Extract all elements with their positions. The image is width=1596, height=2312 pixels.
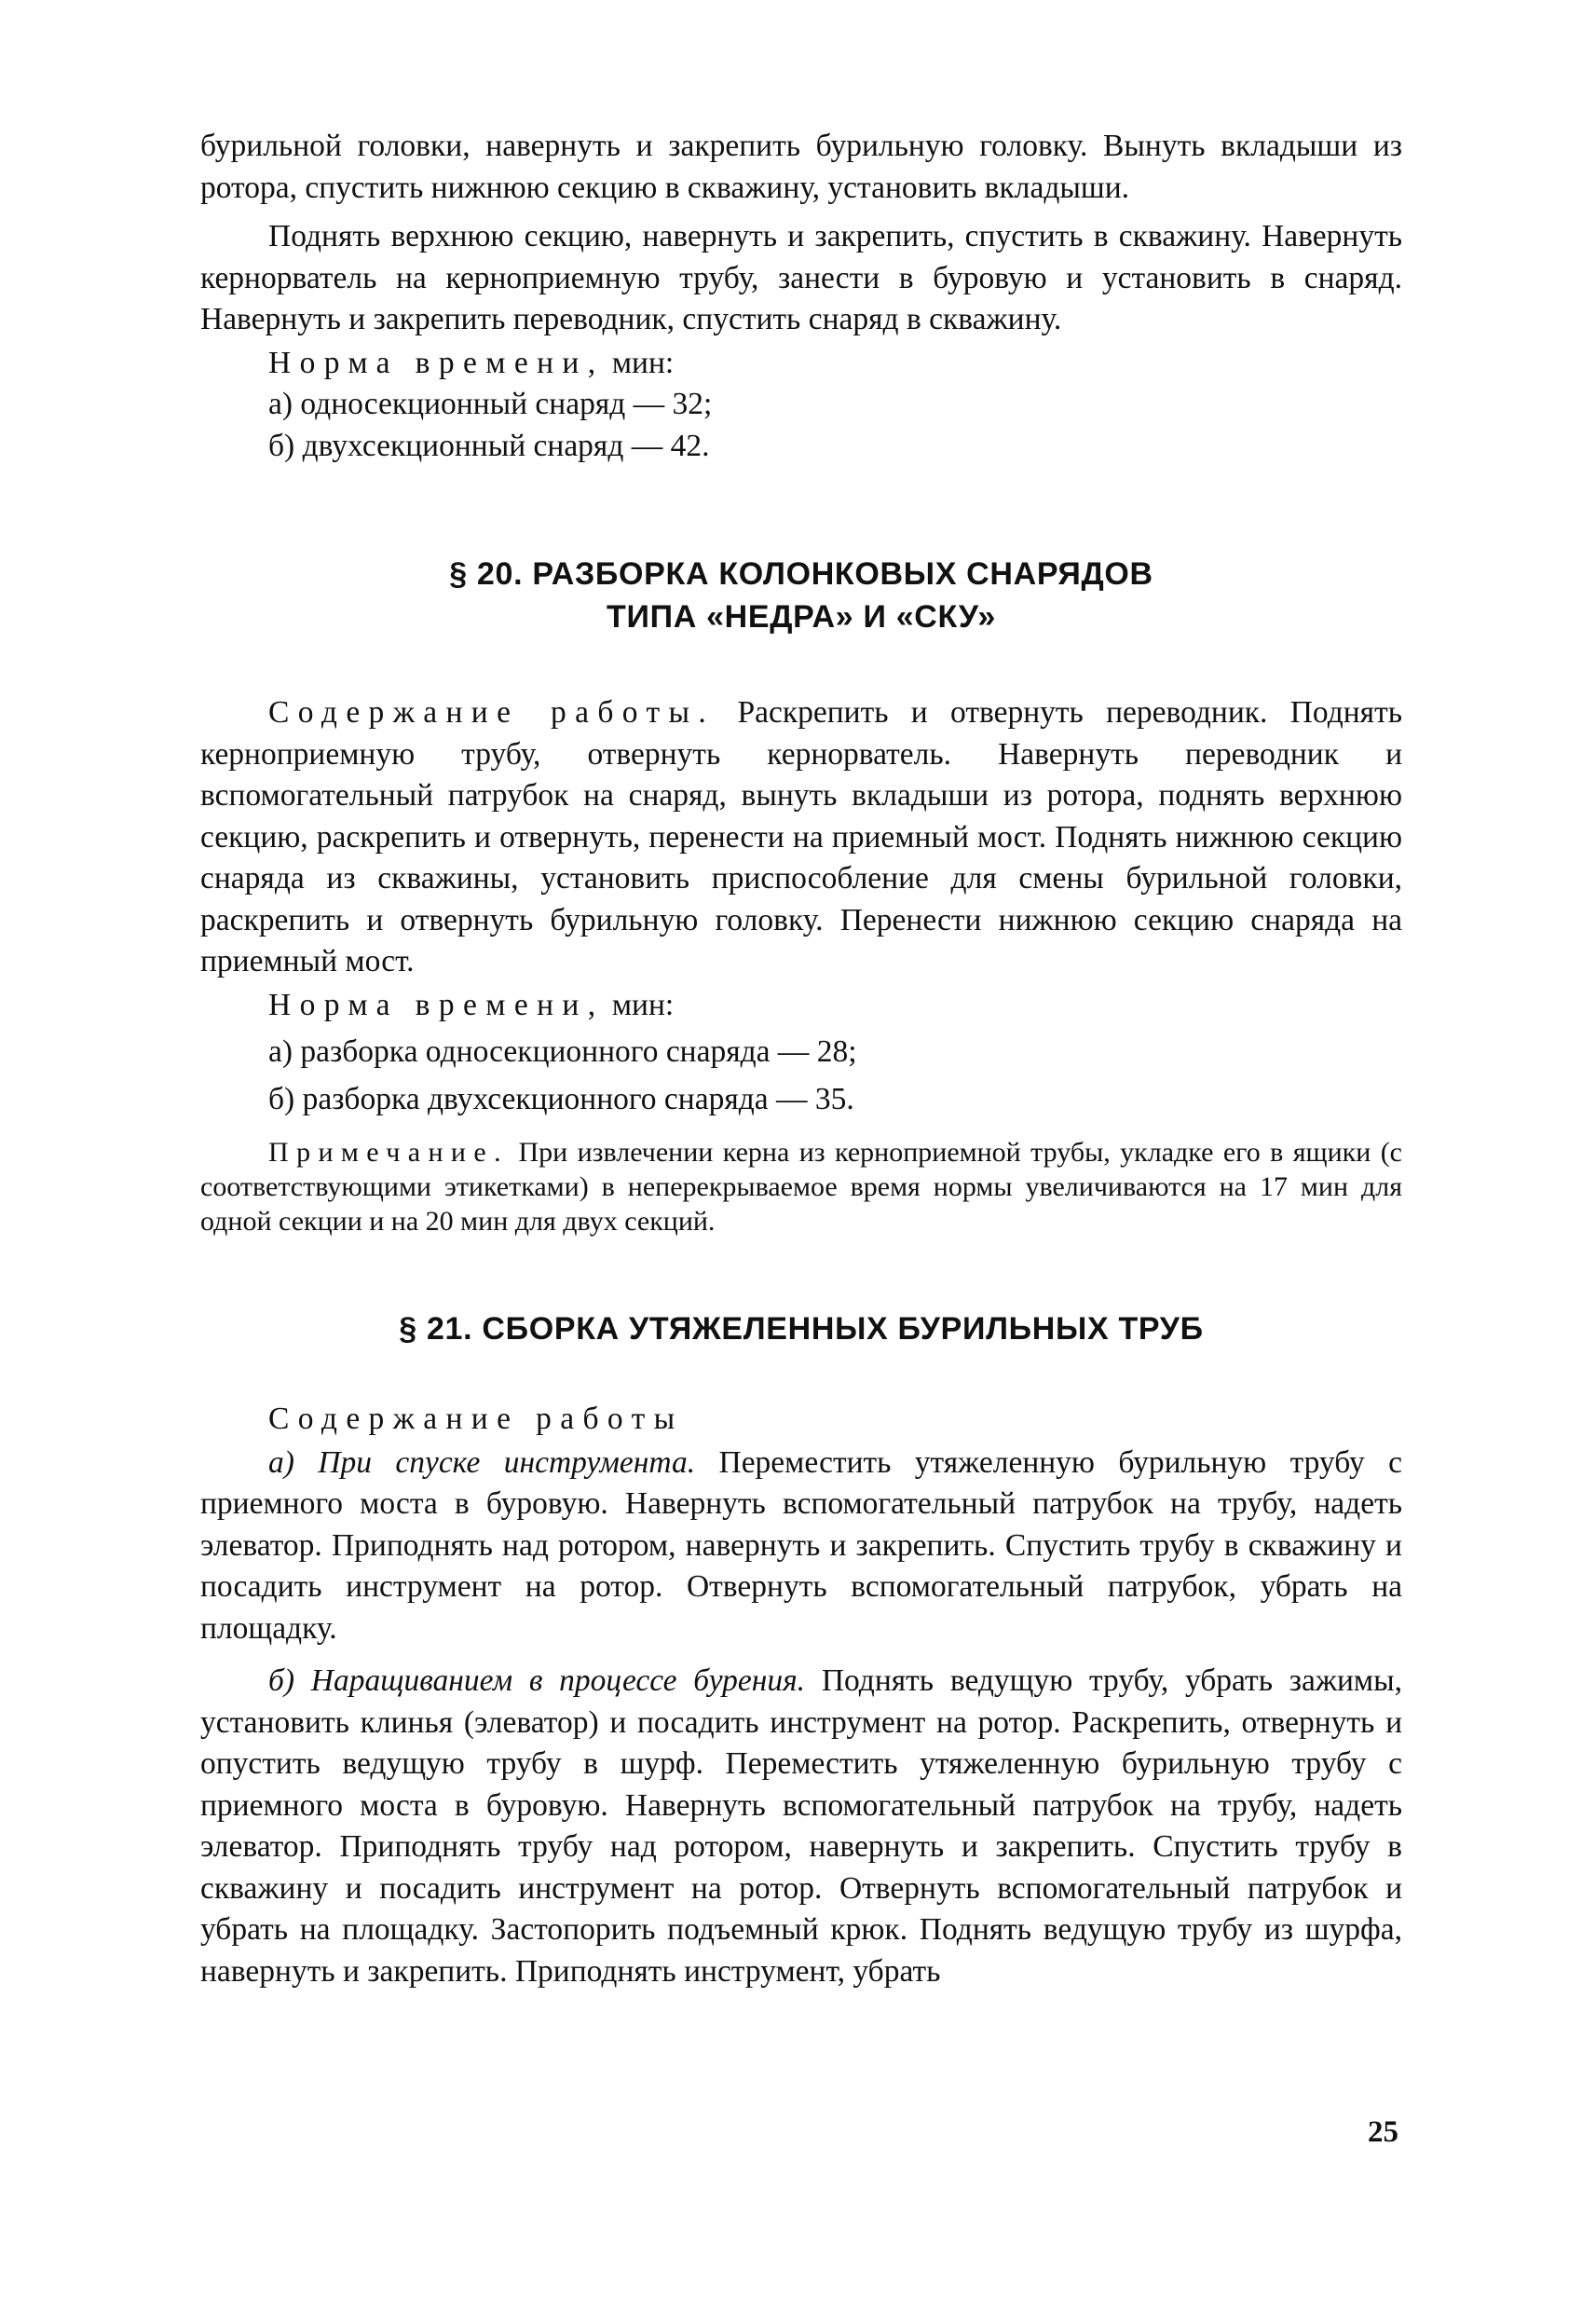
section-20-norm-heading: [200, 985, 1402, 1027]
section-20-title-line1: § 20. РАЗБОРКА КОЛОНКОВЫХ СНАРЯДОВ: [449, 556, 1153, 592]
section-21-a: [200, 1443, 1402, 1650]
section-20-norm-a: а) разборка односекционного снаряда — 28;: [268, 1034, 857, 1069]
intro-norm-a: а) односекционный снаряд — 32;: [268, 387, 713, 421]
section-20-note-label: Примечание.: [268, 1137, 510, 1168]
section-21-content-heading: [200, 1399, 1402, 1441]
section-21-title: § 21. СБОРКА УТЯЖЕЛЕННЫХ БУРИЛЬНЫХ ТРУБ: [399, 1311, 1204, 1347]
section-21-b-label: б) Наращиванием в процессе бурения.: [268, 1663, 806, 1698]
section-21-b-text: Поднять ведущую трубу, убрать зажимы, установить клинья (элеватор) и посадить инструмент на ротор. Раскрепить, отвернуть и опустить ведущую трубу в шурф. Переместить утяжеленную бурильную трубу с приемного моста в буровую. Навернуть вспомогательный патрубок на трубу, надеть элеватор. Приподнять трубу над ротором, навернуть и закрепить. Спустить трубу в скважину и посадить инструмент на ротор. Отвернуть вспомогательный патрубок и убрать на площадку. Застопорить подъемный крюк. Поднять ведущую трубу из шурфа, навернуть и закрепить. Приподнять инструмент, убрать: [200, 1663, 1402, 1989]
section-21-content-label: Содержание работы: [268, 1402, 684, 1436]
section-20-content-label: Содержание работы.: [268, 695, 716, 730]
page-number: 25: [1368, 2115, 1398, 2149]
section-21-a-label: а) При спуске инструмента.: [268, 1444, 696, 1480]
section-20-norm-b: б) разборка двухсекционного снаряда — 35.: [268, 1081, 854, 1116]
intro-norm-heading: [200, 343, 1402, 385]
document-page: [200, 126, 1402, 1992]
section-20-note: [200, 1135, 1402, 1238]
section-20-content: [200, 692, 1402, 983]
section-20-title-line2: ТИПА «НЕДРА» И «СКУ»: [607, 599, 996, 635]
section-20-norm-unit: мин:: [611, 987, 675, 1022]
intro-norm-unit: мин:: [611, 345, 675, 380]
intro-paragraph-1: бурильной головки, навернуть и закрепить бурильную головку. Вынуть вкладыши из ротора, спустить нижнюю секцию в скважину, установить вкладыши.: [200, 129, 1402, 205]
intro-norm-label: Норма времени,: [268, 345, 605, 380]
intro-norm-b: б) двухсекционный снаряд — 42.: [268, 428, 710, 463]
section-20-content-text: Раскрепить и отвернуть переводник. Поднять керноприемную трубу, отвернуть кернорватель. Навернуть переводник и вспомогательный патрубок на снаряд, вынуть вкладыши из ротора, поднять верхнюю секцию, раскрепить и отвернуть, перенести на приемный мост. Поднять нижнюю секцию снаряда из скважины, установить приспособление для смены бурильной головки, раскрепить и отвернуть бурильную головку. Перенести нижнюю секцию снаряда на приемный мост.: [200, 695, 1402, 978]
section-21-b: [200, 1661, 1402, 1992]
section-20-note-text: При извлечении керна из керноприемной трубы, укладке его в ящики (с соответствующими этикетками) в неперекрываемое время нормы увеличиваются на 17 мин для одной секции и на 20 мин для двух секций.: [200, 1137, 1402, 1237]
section-20-norm-label: Норма времени,: [268, 987, 605, 1022]
section-21-a-text: Переместить утяжеленную бурильную трубу с приемного моста в буровую. Навернуть вспомогательный патрубок на трубу, надеть элеватор. Приподнять над ротором, навернуть и закрепить. Спустить трубу в скважину и посадить инструмент на ротор. Отвернуть вспомогательный патрубок, убрать на площадку.: [200, 1444, 1402, 1646]
intro-paragraph-2: Поднять верхнюю секцию, навернуть и закрепить, спустить в скважину. Навернуть кернорватель на керноприемную трубу, занести в буровую и установить в снаряд. Навернуть и закрепить переводник, спустить снаряд в скважину.: [200, 219, 1402, 336]
